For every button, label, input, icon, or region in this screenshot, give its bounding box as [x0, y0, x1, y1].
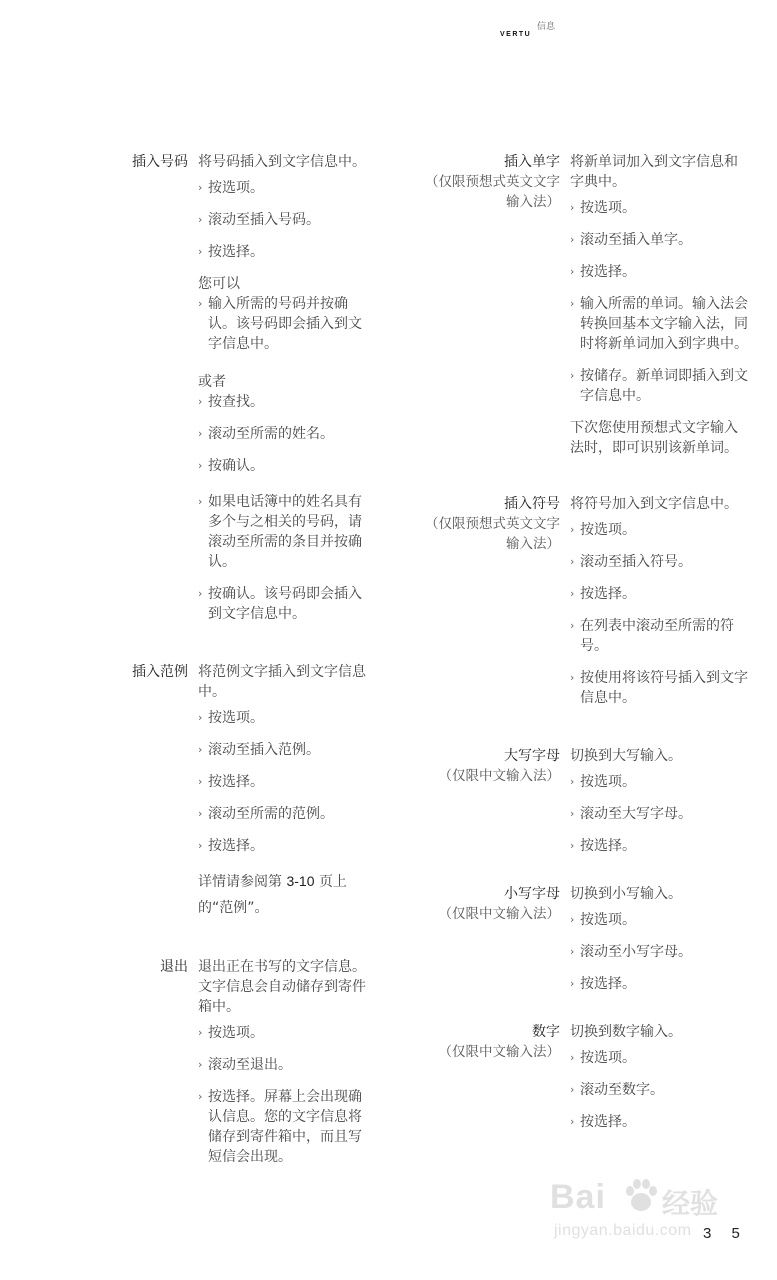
section-body [198, 152, 372, 636]
step-item: › 滚动至数字。 [570, 1082, 664, 1098]
watermark-url: jingyan.baidu.com [554, 1222, 692, 1239]
section-note: 下次您使用预想式文字输入法时，即可识别该新单词。 [570, 420, 738, 456]
step-item: › 如果电话簿中的姓名具有多个与之相关的号码，请滚动至所需的条目并按确认。 [198, 494, 362, 570]
section-qualifier: （仅限中文输入法） [438, 768, 560, 784]
watermark-logo-text: Bai [550, 1178, 606, 1216]
step-arrow-icon: › [198, 395, 203, 408]
step-item: › 按选择。 [570, 976, 636, 992]
you-can-text: 您可以 [198, 276, 240, 292]
page-number: 3 5 [703, 1225, 748, 1242]
paw-icon [624, 1178, 658, 1214]
step-arrow-icon: › [570, 839, 575, 852]
page-reference: 3-10 [286, 873, 315, 889]
section-label: 大写字母 （仅限中文输入法） [420, 746, 570, 868]
step-item: › 按选项。 [198, 180, 264, 196]
step-arrow-icon: › [570, 297, 575, 310]
step-item: › 按选项。 [570, 200, 636, 216]
step-arrow-icon: › [570, 1051, 575, 1064]
or-text: 或者 [198, 374, 226, 390]
section-label: 退出 [160, 959, 188, 975]
step-item: › 按选择。 [198, 774, 264, 790]
section-description: 切换到小写输入。 [570, 886, 682, 902]
step-item: › 滚动至插入号码。 [198, 212, 320, 228]
step-item: › 滚动至大写字母。 [570, 806, 692, 822]
step-item: › 按选择。 [198, 244, 264, 260]
step-arrow-icon: › [570, 555, 575, 568]
right-column [420, 152, 750, 1144]
step-item: › 滚动至退出。 [198, 1057, 292, 1073]
step-item: › 按储存。新单词即插入到文字信息中。 [570, 368, 748, 404]
section-exit [112, 957, 372, 1179]
step-item: › 按选择。 [570, 264, 636, 280]
section-lowercase [420, 884, 750, 1006]
section-description: 将范例文字插入到文字信息中。 [198, 664, 366, 700]
step-arrow-icon: › [198, 1058, 203, 1071]
step-item: › 按选择。 [570, 586, 636, 602]
step-item: › 按选择。 [570, 838, 636, 854]
section-body [198, 957, 372, 1179]
step-arrow-icon: › [198, 459, 203, 472]
step-item: › 输入所需的单词。输入法会转换回基本文字输入法，同时将新单词加入到字典中。 [570, 296, 748, 352]
step-item: › 按选项。 [198, 710, 264, 726]
step-arrow-icon: › [570, 265, 575, 278]
step-arrow-icon: › [570, 619, 575, 632]
step-item: › 按确认。该号码即会插入到文字信息中。 [198, 586, 362, 622]
section-body [570, 884, 750, 1006]
step-arrow-icon: › [570, 201, 575, 214]
section-uppercase [420, 746, 750, 868]
step-arrow-icon: › [198, 213, 203, 226]
section-label: 数字 （仅限中文输入法） [420, 1022, 570, 1144]
step-arrow-icon: › [198, 587, 203, 600]
step-arrow-icon: › [570, 1115, 575, 1128]
section-body [570, 746, 750, 868]
section-description: 将号码插入到文字信息中。 [198, 154, 366, 170]
reference-text: 详情请参阅第 3-10 页上的“范例”。 [198, 873, 347, 916]
section-description: 将新单词加入到文字信息和字典中。 [570, 154, 738, 190]
step-item: › 按选择。 [198, 838, 264, 854]
section-qualifier: （仅限预想式英文文字输入法） [425, 174, 560, 210]
step-arrow-icon: › [198, 181, 203, 194]
section-insert-word [420, 152, 750, 468]
section-qualifier: （仅限预想式英文文字输入法） [425, 516, 560, 552]
step-item: › 按查找。 [198, 394, 264, 410]
section-qualifier: （仅限中文输入法） [438, 906, 560, 922]
step-arrow-icon: › [570, 587, 575, 600]
section-body [570, 152, 750, 468]
step-arrow-icon: › [570, 977, 575, 990]
brand-logo: VERTU [500, 31, 532, 38]
step-arrow-icon: › [198, 839, 203, 852]
step-item: › 按选项。 [570, 1050, 636, 1066]
step-item: › 按选项。 [198, 1025, 264, 1041]
section-label: 插入范例 [132, 664, 188, 680]
step-item: › 按选项。 [570, 774, 636, 790]
section-numeric [420, 1022, 750, 1144]
step-item: › 按选择。屏幕上会出现确认信息。您的文字信息将储存到寄件箱中，而且写短信会出现。 [198, 1089, 362, 1165]
step-arrow-icon: › [198, 743, 203, 756]
section-insert-template [112, 662, 372, 931]
step-arrow-icon: › [198, 245, 203, 258]
left-column [112, 152, 372, 1179]
step-item: › 按确认。 [198, 458, 264, 474]
section-description: 将符号加入到文字信息中。 [570, 496, 738, 512]
step-arrow-icon: › [570, 369, 575, 382]
step-item: › 滚动至插入范例。 [198, 742, 320, 758]
section-insert-symbol [420, 494, 750, 720]
step-arrow-icon: › [570, 1083, 575, 1096]
section-label: 插入单字 （仅限预想式英文文字输入法） [420, 152, 570, 468]
section-insert-number [112, 152, 372, 636]
step-item: › 滚动至小写字母。 [570, 944, 692, 960]
step-arrow-icon: › [198, 427, 203, 440]
step-arrow-icon: › [198, 775, 203, 788]
step-item: › 按选择。 [570, 1114, 636, 1130]
step-arrow-icon: › [570, 671, 575, 684]
step-item: › 按使用将该符号插入到文字信息中。 [570, 670, 748, 706]
section-body [570, 1022, 750, 1144]
step-item: › 在列表中滚动至所需的符号。 [570, 618, 734, 654]
step-item: › 滚动至插入单字。 [570, 232, 692, 248]
section-description: 退出正在书写的文字信息。文字信息会自动储存到寄件箱中。 [198, 959, 366, 1015]
section-label: 插入符号 （仅限预想式英文文字输入法） [420, 494, 570, 720]
step-arrow-icon: › [198, 807, 203, 820]
section-description: 切换到数字输入。 [570, 1024, 682, 1040]
watermark-logo-cn: 经验 [662, 1187, 719, 1220]
section-label: 插入号码 [132, 154, 188, 170]
step-arrow-icon: › [198, 495, 203, 508]
section-body [570, 494, 750, 720]
header-title: 信息 [537, 22, 556, 32]
step-arrow-icon: › [570, 913, 575, 926]
step-item: › 滚动至插入符号。 [570, 554, 692, 570]
step-arrow-icon: › [198, 297, 203, 310]
step-arrow-icon: › [570, 775, 575, 788]
step-item: › 滚动至所需的姓名。 [198, 426, 334, 442]
step-arrow-icon: › [198, 1026, 203, 1039]
section-description: 切换到大写输入。 [570, 748, 682, 764]
step-arrow-icon: › [198, 711, 203, 724]
step-arrow-icon: › [198, 1090, 203, 1103]
section-label: 小写字母 （仅限中文输入法） [420, 884, 570, 1006]
section-body [198, 662, 372, 931]
step-item: › 滚动至所需的范例。 [198, 806, 334, 822]
step-item: › 输入所需的号码并按确认。该号码即会插入到文字信息中。 [198, 296, 362, 352]
step-item: › 按选项。 [570, 912, 636, 928]
step-arrow-icon: › [570, 807, 575, 820]
step-item: › 按选项。 [570, 522, 636, 538]
step-arrow-icon: › [570, 233, 575, 246]
step-arrow-icon: › [570, 945, 575, 958]
section-qualifier: （仅限中文输入法） [438, 1044, 560, 1060]
step-arrow-icon: › [570, 523, 575, 536]
